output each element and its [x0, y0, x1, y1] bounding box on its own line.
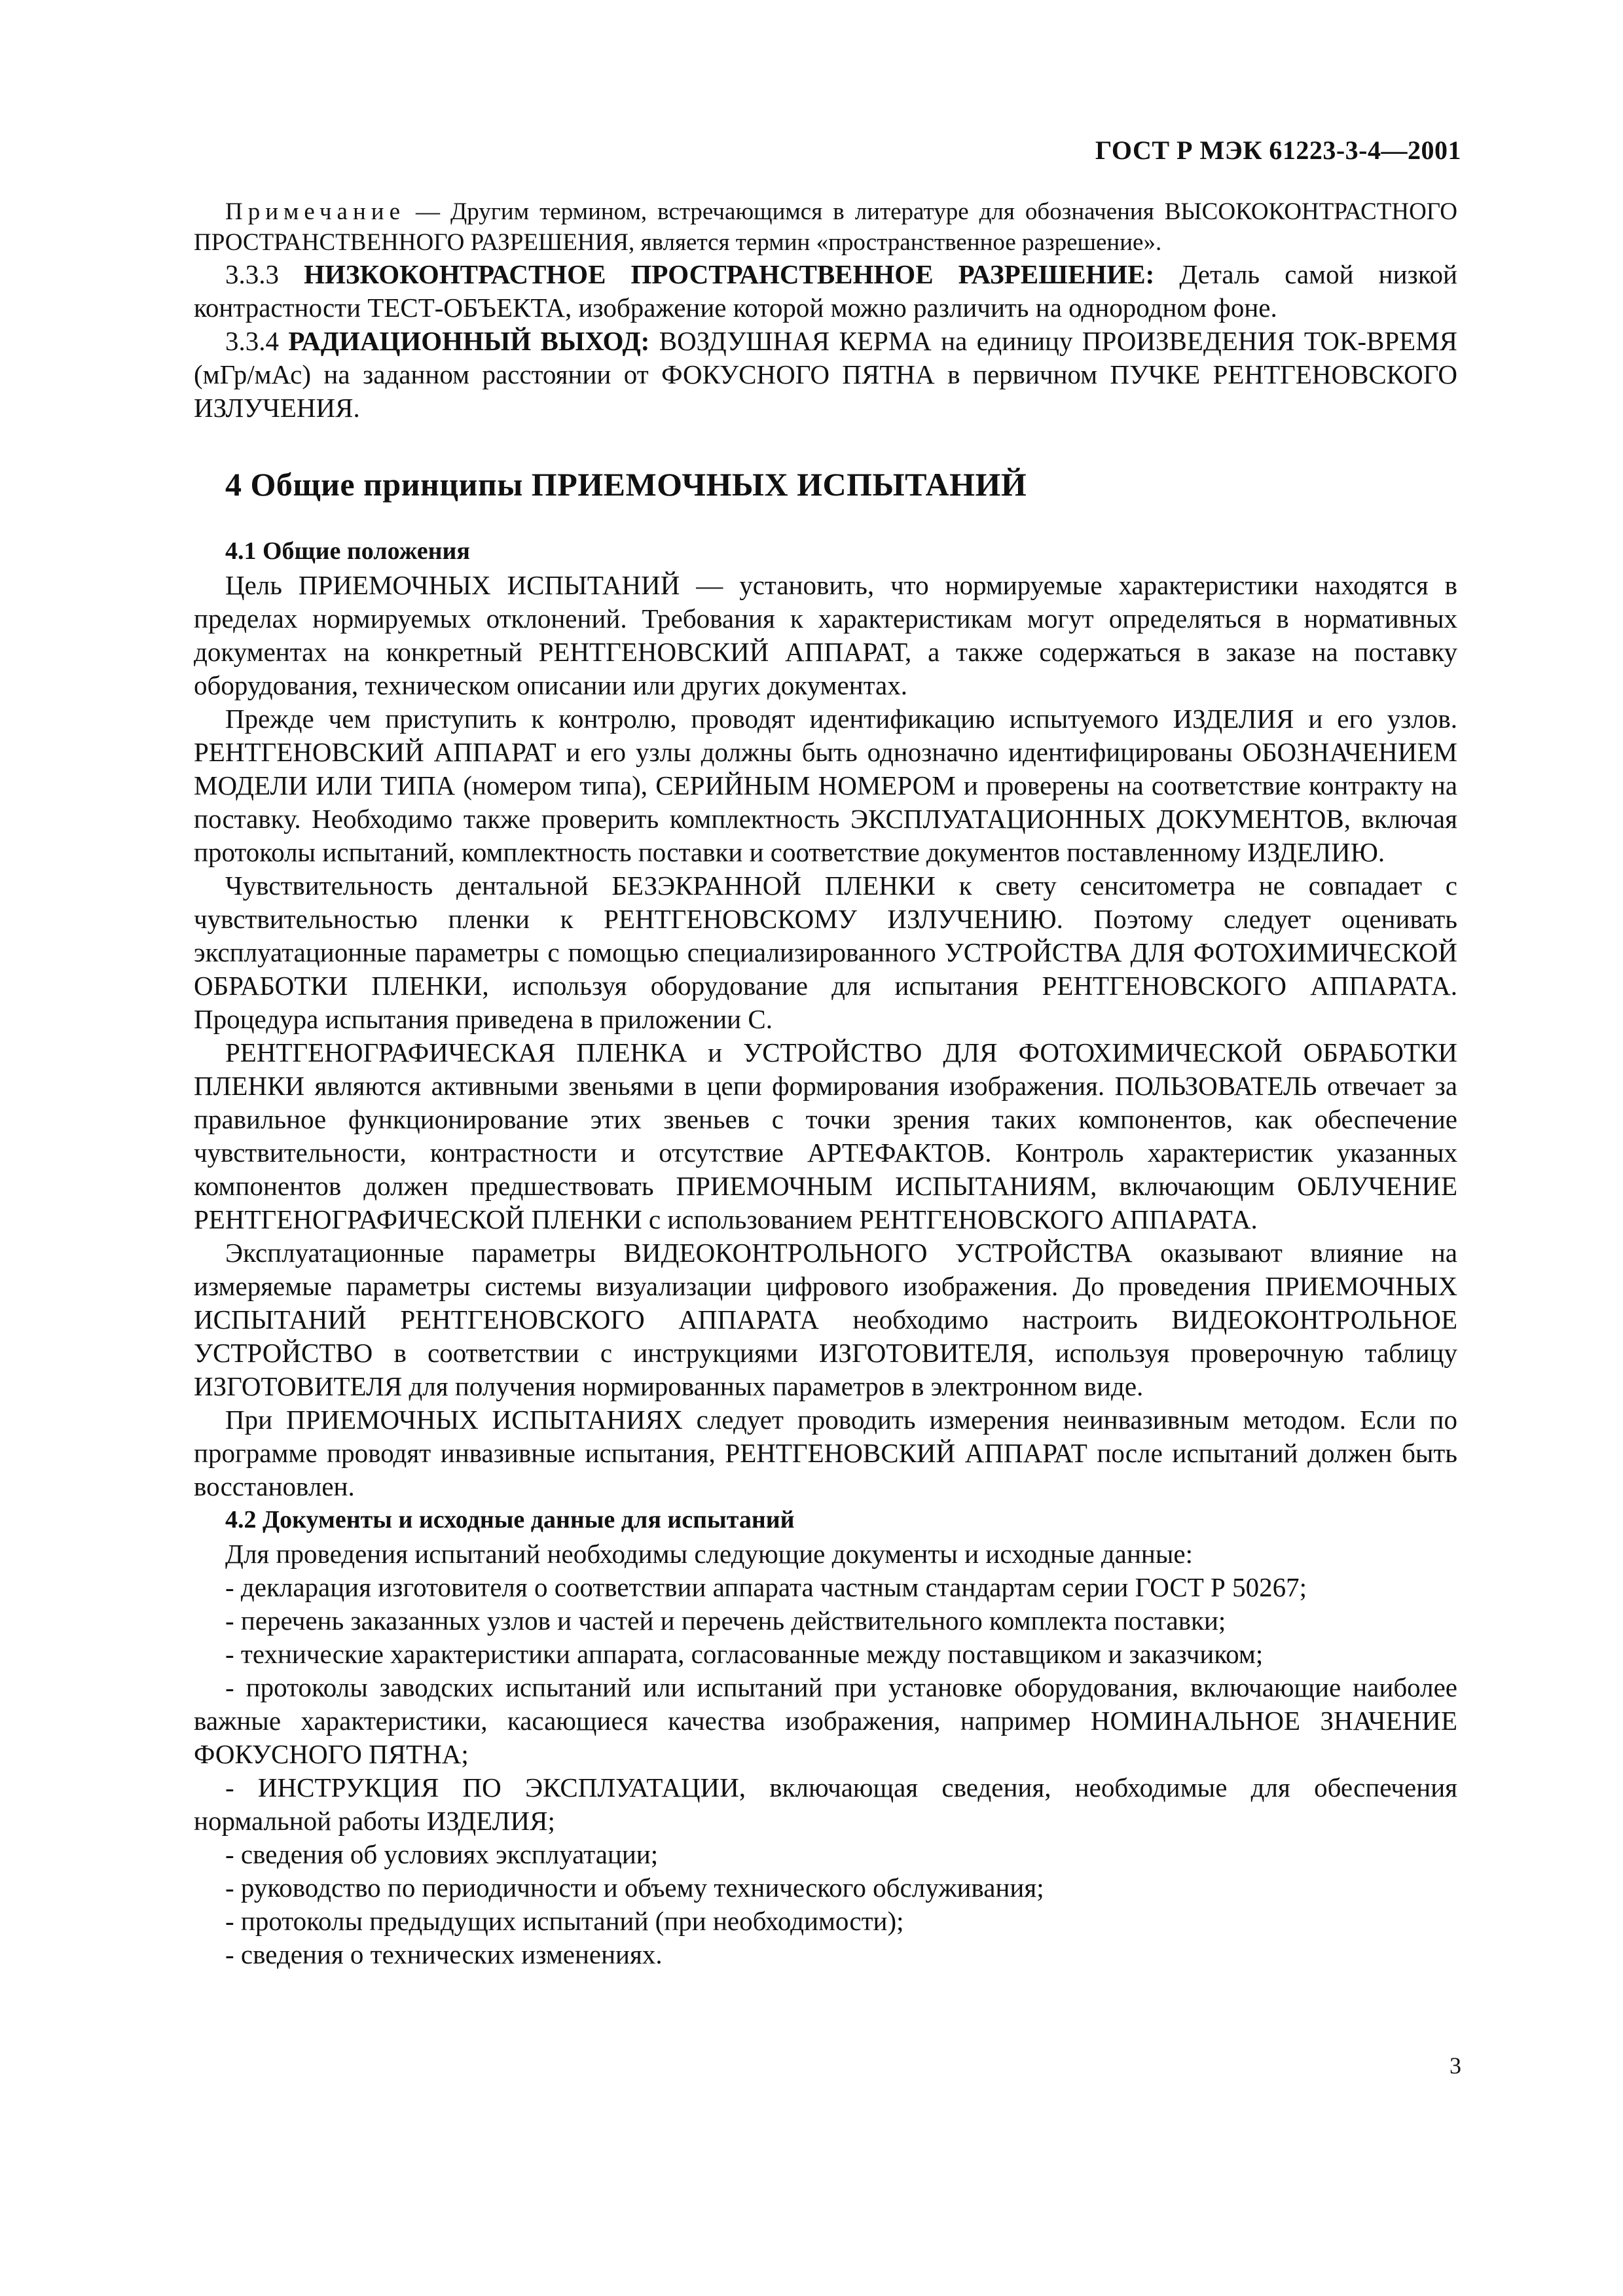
list-item: - перечень заказанных узлов и частей и перечень действительного комплекта поставки;: [225, 1605, 1226, 1636]
paragraph: Цель ПРИЕМОЧНЫХ ИСПЫТАНИЙ — установить, что нормируемые характеристики находятся в пределах нормируемых отклонений. Требования к характеристикам могут определяться в нормативных документах на конкретный РЕНТГЕНОВСКИЙ АППАРАТ, а также содержаться в заказе на поставку оборудования, техническом описании или других документах.: [194, 570, 1457, 700]
def-term: НИЗКОКОНТРАСТНОЕ ПРОСТРАНСТВЕННОЕ РАЗРЕШЕНИЕ:: [304, 259, 1155, 289]
subsection-4-1-title: 4.1 Общие положения: [225, 537, 470, 565]
def-text: ВОЗДУШНАЯ КЕРМА на единицу ПРОИЗВЕДЕНИЯ ТОК-ВРЕМЯ (мГр/мАс) на заданном расстоянии от ФОКУСНОГО ПЯТНА в первичном ПУЧКЕ РЕНТГЕНОВСКОГО ИЗЛУЧЕНИЯ.: [194, 326, 1457, 423]
paragraph: Эксплуатационные параметры ВИДЕОКОНТРОЛЬНОГО УСТРОЙСТВА оказывают влияние на измеряемые параметры системы визуализации цифрового изображения. До проведения ПРИЕМОЧНЫХ ИСПЫТАНИЙ РЕНТГЕНОВСКОГО АППАРАТА необходимо настроить ВИДЕОКОНТРОЛЬНОЕ УСТРОЙСТВО в соответствии с инструкциями ИЗГОТОВИТЕЛЯ, используя проверочную таблицу ИЗГОТОВИТЕЛЯ для получения нормированных параметров в электронном виде.: [194, 1238, 1457, 1401]
note-paragraph: [194, 196, 1457, 258]
note-text: — Другим термином, встречающимся в литературе для обозначения ВЫСОКОКОНТРАСТНОГО ПРОСТРАНСТВЕННОГО РАЗРЕШЕНИЯ, является термин «пространственное разрешение».: [194, 198, 1457, 256]
section-4-title: 4 Общие принципы ПРИЕМОЧНЫХ ИСПЫТАНИЙ: [225, 466, 1027, 503]
list-item: - декларация изготовителя о соответствии аппарата частным стандартам серии ГОСТ Р 50267;: [225, 1572, 1307, 1602]
definition-3-3-4: [194, 325, 1457, 425]
subsection-4-2-title: 4.2 Документы и исходные данные для испытаний: [225, 1506, 795, 1534]
page-number: 3: [1450, 2053, 1461, 2079]
list-item: - технические характеристики аппарата, согласованные между поставщиком и заказчиком;: [225, 1639, 1264, 1669]
def-number: 3.3.4: [225, 326, 289, 356]
def-term: РАДИАЦИОННЫЙ ВЫХОД:: [288, 326, 650, 356]
paragraph: Для проведения испытаний необходимы следующие документы и исходные данные:: [225, 1539, 1194, 1569]
page-content: [194, 196, 1457, 1971]
list-item: - сведения о технических изменениях.: [225, 1939, 663, 1969]
list-item: - протоколы заводских испытаний или испытаний при установке оборудования, включающие наиболее важные характеристики, касающиеся качества изображения, например НОМИНАЛЬНОЕ ЗНАЧЕНИЕ ФОКУСНОГО ПЯТНА;: [194, 1672, 1457, 1769]
note-label: Примечание: [225, 198, 405, 225]
document-header: ГОСТ Р МЭК 61223-3-4—2001: [1095, 135, 1461, 165]
paragraph: Прежде чем приступить к контролю, проводят идентификацию испытуемого ИЗДЕЛИЯ и его узлов. РЕНТГЕНОВСКИЙ АППАРАТ и его узлы должны быть однозначно идентифицированы ОБОЗНАЧЕНИЕМ МОДЕЛИ ИЛИ ТИПА (номером типа), СЕРИЙНЫМ НОМЕРОМ и проверены на соответствие контракту на поставку. Необходимо также проверить комплектность ЭКСПЛУАТАЦИОННЫХ ДОКУМЕНТОВ, включая протоколы испытаний, комплектность поставки и соответствие документов поставленному ИЗДЕЛИЮ.: [194, 704, 1457, 867]
list-item: - протоколы предыдущих испытаний (при необходимости);: [225, 1906, 904, 1936]
paragraph: При ПРИЕМОЧНЫХ ИСПЫТАНИЯХ следует проводить измерения неинвазивным методом. Если по программе проводят инвазивные испытания, РЕНТГЕНОВСКИЙ АППАРАТ после испытаний должен быть восстановлен.: [194, 1405, 1457, 1501]
list-item: - сведения об условиях эксплуатации;: [225, 1839, 659, 1869]
list-item: - ИНСТРУКЦИЯ ПО ЭКСПЛУАТАЦИИ, включающая сведения, необходимые для обеспечения нормальной работы ИЗДЕЛИЯ;: [194, 1772, 1457, 1836]
list-item: - руководство по периодичности и объему технического обслуживания;: [225, 1873, 1044, 1903]
definition-3-3-3: [194, 258, 1457, 325]
paragraph: Чувствительность дентальной БЕЗЭКРАННОЙ ПЛЕНКИ к свету сенситометра не совпадает с чувствительностью пленки к РЕНТГЕНОВСКОМУ ИЗЛУЧЕНИЮ. Поэтому следует оценивать эксплуатационные параметры с помощью специализированного УСТРОЙСТВА ДЛЯ ФОТОХИМИЧЕСКОЙ ОБРАБОТКИ ПЛЕНКИ, используя оборудование для испытания РЕНТГЕНОВСКОГО АППАРАТА. Процедура испытания приведена в приложении С.: [194, 870, 1457, 1034]
paragraph: РЕНТГЕНОГРАФИЧЕСКАЯ ПЛЕНКА и УСТРОЙСТВО ДЛЯ ФОТОХИМИЧЕСКОЙ ОБРАБОТКИ ПЛЕНКИ являются активными звеньями в цепи формирования изображения. ПОЛЬЗОВАТЕЛЬ отвечает за правильное функционирование этих звеньев с точки зрения таких компонентов, как обеспечение чувствительности, контрастности и отсутствие АРТЕФАКТОВ. Контроль характеристик указанных компонентов должен предшествовать ПРИЕМОЧНЫМ ИСПЫТАНИЯМ, включающим ОБЛУЧЕНИЕ РЕНТГЕНОГРАФИЧЕСКОЙ ПЛЕНКИ с использованием РЕНТГЕНОВСКОГО АППАРАТА.: [194, 1037, 1457, 1234]
def-text: Деталь самой низкой контрастности ТЕСТ-ОБЪЕКТА, изображение которой можно различить на однородном фоне.: [194, 259, 1457, 323]
def-number: 3.3.3: [225, 259, 304, 289]
